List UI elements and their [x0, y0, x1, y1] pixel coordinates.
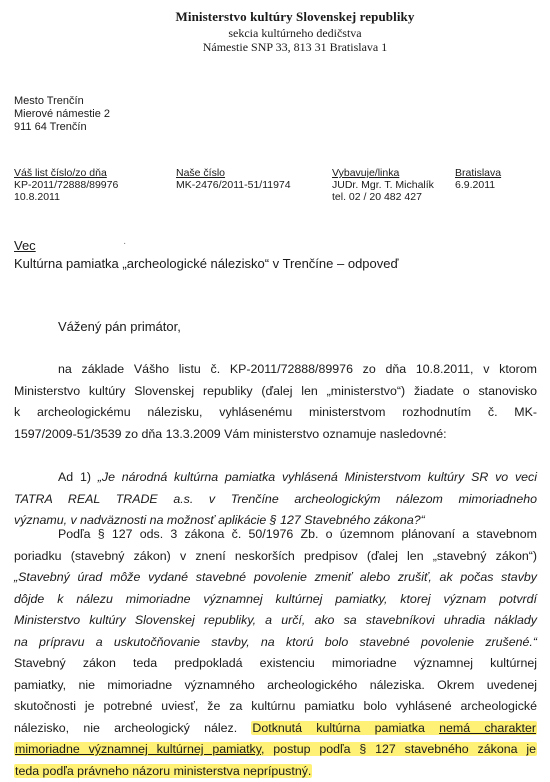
underlined-text: mimoriadne významnej kultúrnej pamiatky [15, 742, 261, 756]
ministry-title: Ministerstvo kultúry Slovenskej republiky [40, 9, 550, 25]
highlight-conclusion [14, 742, 537, 756]
paragraph-line: 1597/2009-51/3539 zo dňa 13.3.2009 Vám ministerstvo oznamuje nasledovné: [14, 424, 537, 446]
reference-your-letter [14, 167, 118, 203]
highlight-conclusion [251, 721, 537, 735]
greeting: Vážený pán primátor, [58, 319, 181, 334]
reference-our-label: Naše číslo [176, 167, 291, 179]
recipient-street: Mierové námestie 2 [14, 108, 110, 121]
question-prefix: Ad 1) [58, 470, 98, 484]
paragraph-line: na základe Vášho listu č. KP-2011/72888/89976 zo dňa 10.8.2011, v ktorom [14, 359, 537, 381]
answer-line: Stavebný zákon teda predpokladá existenciu mimoriadne významnej kultúrnej [14, 653, 537, 675]
answer-line: skutočnosti je potrebné uviesť, že za kultúrnu pamiatku bolo vyhlásené archeologické [14, 696, 537, 718]
answer-line: pamiatky, nie mimoriadne významného archeologického náleziska. Okrem uvedenej [14, 675, 537, 697]
question-paragraph [14, 467, 537, 532]
answer-line-quote: Ministerstvo kultúry Slovenskej republiky, a určí, ako sa stavebníkovi uhradia náklady [14, 610, 537, 632]
answer-line-quote: dôjde k nálezu mimoriadne významnej kultúrnej pamiatky, ktorej význam potvrdí [14, 589, 537, 611]
question-text: „Je národná kultúrna pamiatka vyhlásená Ministerstvom kultúry SR vo veci [98, 470, 537, 484]
subject-label: Vec [14, 238, 36, 253]
underlined-text: nemá charakter [439, 721, 536, 735]
answer-line-quote: na prípravu a uskutočňovanie stavby, na ktorú bolo stavebné povolenie zrušené.“ [14, 632, 537, 654]
highlight-text: , postup podľa § 127 stavebného zákona je [261, 742, 536, 756]
reference-place-date [455, 167, 501, 191]
question-line-3: významu, v nadväznosti na možnosť aplikácie § 127 Stavebného zákona?“ [14, 510, 537, 532]
recipient-name: Mesto Trenčín [14, 95, 84, 108]
reference-your-number: KP-2011/72888/89976 [14, 179, 118, 191]
reference-your-label: Váš list číslo/zo dňa [14, 167, 118, 179]
question-line-2: TATRA REAL TRADE a.s. v Trenčíne archeologickým nálezom mimoriadneho [14, 489, 537, 511]
reference-our-value: MK-2476/2011-51/11974 [176, 179, 291, 191]
reference-handler-phone: tel. 02 / 20 482 427 [332, 191, 434, 203]
paragraph-line: k archeologickému nálezisku, vyhlásenému ministerstvom rozhodnutím č. MK- [14, 402, 537, 424]
answer-line: poriadku (stavebný zákon) v znení neskorších predpisov (ďalej len „stavebný zákon“) [14, 546, 537, 568]
answer-line-highlighted [14, 761, 537, 782]
reference-our-number [176, 167, 291, 191]
answer-line-highlighted [14, 739, 537, 761]
reference-place-label: Bratislava [455, 167, 501, 179]
subject-text: Kultúrna pamiatka „archeologické nálezisko“ v Trenčíne – odpoveď [14, 256, 398, 271]
answer-text: nálezisko, nie archeologický nález. [14, 721, 237, 735]
reference-handler-name: JUDr. Mgr. T. Michalík [332, 179, 434, 191]
answer-line: Podľa § 127 ods. 3 zákona č. 50/1976 Zb. o územnom plánovaní a stavebnom [14, 524, 537, 546]
highlight-conclusion: teda podľa právneho názoru ministerstva neprípustný. [14, 764, 312, 778]
scan-mark: · [123, 238, 126, 249]
recipient-city: 911 64 Trenčín [14, 121, 87, 134]
ministry-section: sekcia kultúrneho dedičstva [40, 26, 550, 41]
reference-your-date: 10.8.2011 [14, 191, 118, 203]
reference-handler-label: Vybavuje/linka [332, 167, 434, 179]
reference-handler [332, 167, 434, 203]
answer-line-highlighted [14, 718, 537, 740]
highlight-text: Dotknutá kultúrna pamiatka [252, 721, 424, 735]
question-line-1 [14, 467, 537, 489]
answer-paragraph [14, 524, 537, 782]
paragraph-intro [14, 359, 537, 445]
answer-line-quote: „Stavebný úrad môže vydané stavebné povolenie zmeniť alebo zrušiť, ak počas stavby [14, 567, 537, 589]
reference-date-value: 6.9.2011 [455, 179, 501, 191]
paragraph-line: Ministerstvo kultúry Slovenskej republiky (ďalej len „ministerstvo“) žiadate o stanovisko [14, 381, 537, 403]
ministry-address: Námestie SNP 33, 813 31 Bratislava 1 [40, 40, 550, 55]
